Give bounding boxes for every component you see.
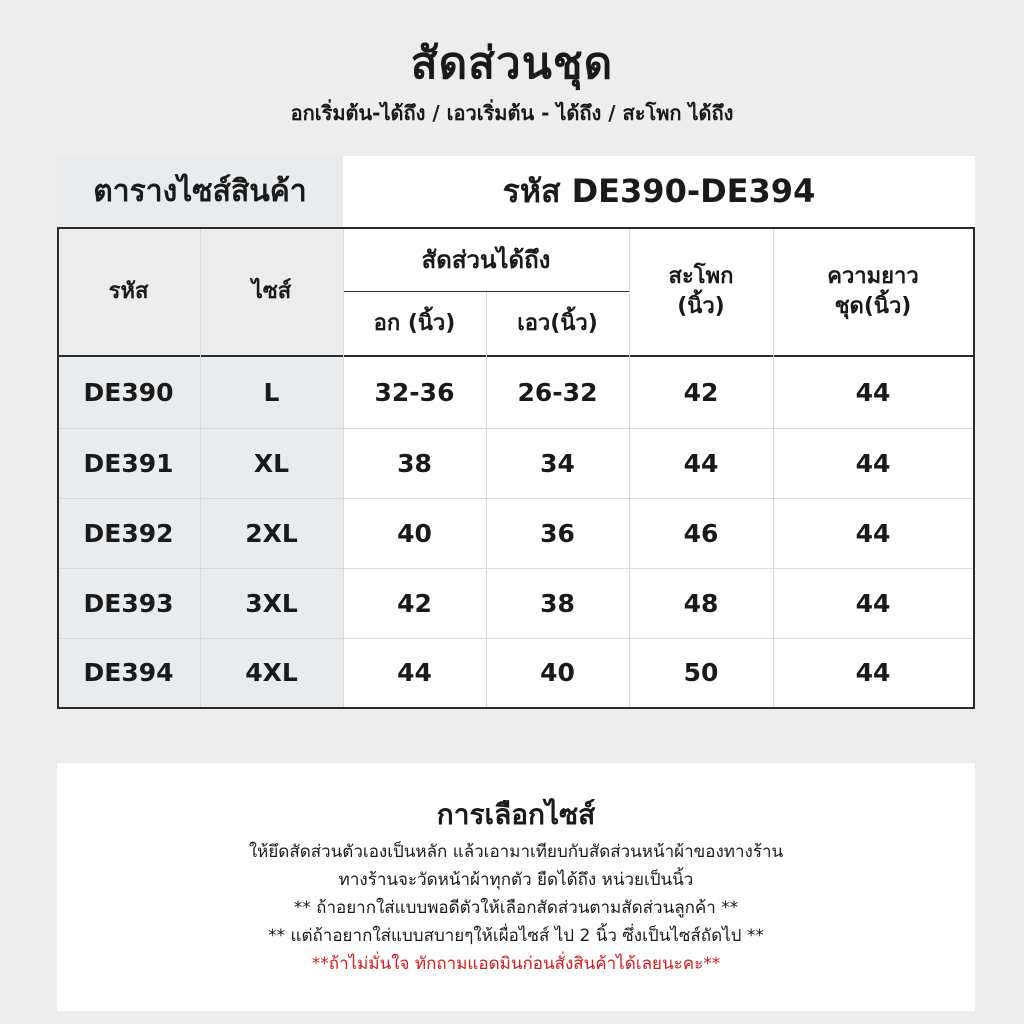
table-cell-chest: 32-36	[374, 377, 455, 407]
table-cell-waist: 38	[540, 588, 575, 618]
table-cell-code: DE392	[83, 518, 174, 548]
header-hip-line2: (นิ้ว)	[677, 294, 725, 319]
table-cell-waist: 26-32	[517, 377, 598, 407]
table-cell-size: 3XL	[245, 588, 298, 618]
table-cell-size: 2XL	[245, 518, 298, 548]
header-length	[773, 229, 973, 355]
table-cell-waist: 40	[540, 658, 575, 688]
table-cell-hip: 44	[683, 448, 719, 478]
table-cell-hip: 42	[683, 377, 719, 407]
table-cell-size: 4XL	[245, 658, 298, 688]
size-guide-line: ให้ยึดสัดส่วนตัวเองเป็นหลัก แล้วเอามาเทียบกับสัดส่วนหน้าผ้าของทางร้าน	[248, 842, 784, 862]
table-cell-chest: 42	[397, 588, 432, 618]
table-cell-length: 44	[855, 588, 891, 618]
header-chest: อก (นิ้ว)	[373, 310, 456, 336]
header-length-line2: ชุด(นิ้ว)	[834, 294, 912, 319]
size-guide-line: ** ถ้าอยากใส่แบบพอดีตัวให้เลือกสัดส่วนตามสัดส่วนลูกค้า **	[293, 898, 739, 918]
table-cell-hip: 50	[683, 658, 719, 688]
table-cell-length: 44	[855, 448, 891, 478]
page-title: สัดส่วนชุด	[410, 38, 614, 89]
product-code-range: รหัส DE390-DE394	[343, 156, 975, 227]
table-cell-size: L	[263, 377, 280, 407]
table-cell-code: DE390	[83, 377, 174, 407]
page-subtitle: อกเริ่มต้น-ได้ถึง / เอวเริ่มต้น - ได้ถึง / สะโพก ได้ถึง	[290, 101, 734, 125]
table-cell-code: DE393	[83, 588, 174, 618]
table-cell-length: 44	[855, 658, 891, 688]
size-table-title: ตารางไซส์สินค้า	[57, 156, 343, 227]
table-cell-size: XL	[253, 448, 290, 478]
table-cell-code: DE394	[83, 658, 174, 688]
table-bottom-border	[57, 707, 975, 709]
size-guide-warning: **ถ้าไม่มั่นใจ ทักถามแอดมินก่อนสั่งสินค้าได้เลยนะคะ**	[311, 954, 721, 974]
header-length-line1: ความยาว	[827, 264, 919, 290]
size-guide-line: ทางร้านจะวัดหน้าผ้าทุกตัว ยืดได้ถึง หน่วยเป็นนิ้ว	[338, 870, 694, 890]
table-cell-waist: 34	[540, 448, 575, 478]
header-measurement-group: สัดส่วนได้ถึง	[421, 245, 551, 274]
table-cell-length: 44	[855, 377, 891, 407]
size-guide-line: ** แต่ถ้าอยากใส่แบบสบายๆให้เผื่อไซส์ ไป 2 นิ้ว ซึ่งเป็นไซส์ถัดไป **	[268, 926, 764, 946]
table-cell-chest: 38	[397, 448, 432, 478]
header-hip-line1: สะโพก	[668, 264, 734, 290]
table-cell-length: 44	[855, 518, 891, 548]
size-guide-title: การเลือกไซส์	[436, 798, 596, 831]
table-cell-code: DE391	[83, 448, 174, 478]
table-cell-hip: 48	[683, 588, 719, 618]
table-cell-waist: 36	[540, 518, 575, 548]
header-size: ไซส์	[251, 279, 292, 305]
header-hip	[629, 229, 773, 355]
header-waist: เอว(นิ้ว)	[517, 310, 598, 336]
table-right-border	[973, 227, 975, 709]
table-cell-hip: 46	[683, 518, 719, 548]
header-code: รหัส	[108, 279, 149, 305]
table-cell-chest: 44	[397, 658, 432, 688]
table-cell-chest: 40	[397, 518, 432, 548]
